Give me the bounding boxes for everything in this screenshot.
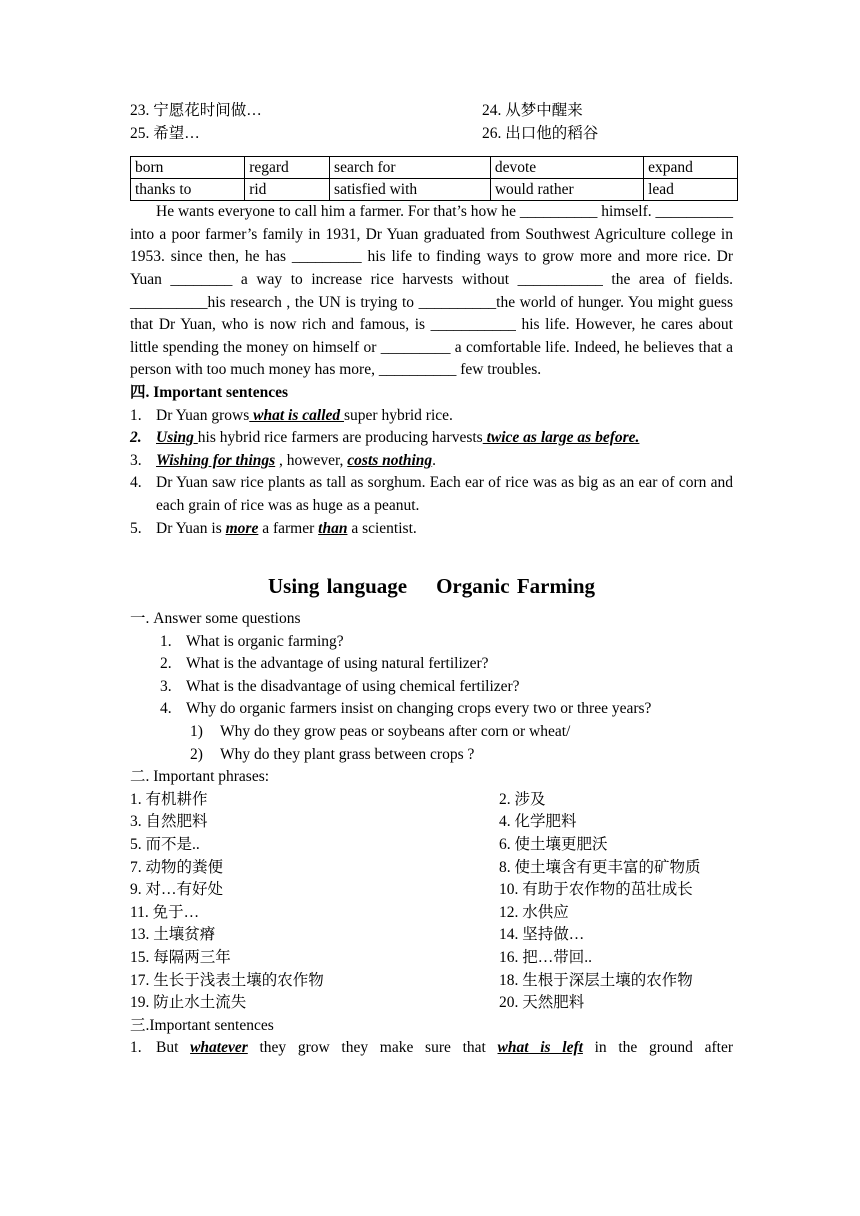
key-word: more <box>225 519 259 537</box>
phrase-left: 25. 希望… <box>130 124 200 142</box>
table-cell: devote <box>490 157 643 179</box>
cloze-passage <box>130 201 733 382</box>
table-cell: thanks to <box>131 179 245 201</box>
table-cell: search for <box>330 157 491 179</box>
key-phrase: Wishing for things <box>156 451 276 469</box>
phrase-right: 26. 出口他的稻谷 <box>482 124 599 142</box>
list-item: 4. Dr Yuan saw rice plants as tall as sorghum. Each ear of rice was as big as an ear of corn and each grain of rice was as huge as a peanut. <box>130 474 733 514</box>
section-heading: 四. Important sentences <box>130 383 288 401</box>
key-phrase: what is left <box>497 1039 583 1057</box>
key-word: whatever <box>190 1039 248 1057</box>
sub-question-item: 1) Why do they grow peas or soybeans after corn or wheat/ <box>190 723 571 741</box>
section-heading: 二. Important phrases: <box>130 768 270 786</box>
table-cell: lead <box>644 179 738 201</box>
phrase-row: 11. 免于… 12. 水供应 <box>130 903 569 921</box>
phrase-row: 3. 自然肥料 4. 化学肥料 <box>130 813 577 831</box>
question-item: 4. Why do organic farmers insist on changing crops every two or three years? <box>160 700 652 718</box>
list-item: 2. Using his hybrid rice farmers are producing harvests twice as large as before. <box>130 429 640 447</box>
list-item: 5. Dr Yuan is more a farmer than a scientist. <box>130 519 417 537</box>
phrase-row: 13. 土壤贫瘠 14. 坚持做… <box>130 926 585 944</box>
word-bank-table <box>130 156 738 201</box>
phrase-left: 23. 宁愿花时间做… <box>130 102 262 119</box>
phrase-row: 5. 而不是.. 6. 使土壤更肥沃 <box>130 836 608 854</box>
table-cell: expand <box>644 157 738 179</box>
section-title: Using language Organic Farming <box>267 574 595 599</box>
question-item: 2. What is the advantage of using natural fertilizer? <box>160 655 489 673</box>
table-cell: satisfied with <box>330 179 491 201</box>
list-item: 1. But whatever they grow they make sure that what is left in the ground after <box>130 1039 733 1057</box>
table-row <box>131 179 738 201</box>
phrase-right: 24. 从梦中醒来 <box>482 102 583 119</box>
phrase-row: 7. 动物的粪便 8. 使土壤含有更丰富的矿物质 <box>130 858 701 876</box>
question-item: 1. What is organic farming? <box>160 632 344 650</box>
key-phrase: twice as large as before. <box>482 429 640 447</box>
key-phrase: Using <box>156 429 198 447</box>
phrase-row: 17. 生长于浅表土壤的农作物 18. 生根于深层土壤的农作物 <box>130 971 693 989</box>
section-heading: 一. Answer some questions <box>130 610 301 628</box>
list-item: 3. Wishing for things , however, costs nothing. <box>130 451 437 469</box>
table-cell: born <box>131 157 245 179</box>
key-phrase: costs nothing <box>347 451 433 469</box>
section-heading: 三.Important sentences <box>130 1016 274 1034</box>
phrase-row: 1. 有机耕作 2. 涉及 <box>130 790 546 808</box>
sub-question-item: 2) Why do they plant grass between crops ? <box>190 745 475 763</box>
phrase-row <box>130 100 733 123</box>
table-cell: rid <box>245 179 330 201</box>
table-row <box>131 157 738 179</box>
document-page <box>130 100 733 1060</box>
phrase-row: 9. 对…有好处 10. 有助于农作物的茁壮成长 <box>130 881 693 899</box>
table-cell: would rather <box>490 179 643 201</box>
key-word: than <box>318 519 348 537</box>
question-item: 3. What is the disadvantage of using chemical fertilizer? <box>160 677 520 695</box>
phrase-row: 15. 每隔两三年 16. 把…带回.. <box>130 949 593 966</box>
phrase-row: 19. 防止水土流失 20. 天然肥料 <box>130 994 585 1012</box>
key-phrase: what is called <box>249 406 345 424</box>
list-item: 1. Dr Yuan grows what is called super hybrid rice. <box>130 406 453 424</box>
table-cell: regard <box>245 157 330 179</box>
passage-text: He wants everyone to call him a farmer. For that’s how he __________ himself. __________ into a poor farmer’s family in 1931, Dr Yuan graduated from Southwest Agriculture college in 1953. since then, he has _________ his life to finding ways to grow more and more rice. Dr Yuan ________ a way to increase rice harvests without ___________ the area of fields. __________his research , the UN is trying to __________the world of hunger. You might guess that Dr Yuan, who is now rich and famous, is ___________ his life. However, he cares about little spending the money on himself or _________ a comfortable life. Indeed, he believes that a person with too much money has more, __________ few troubles. <box>130 203 733 379</box>
phrase-row <box>130 123 733 146</box>
